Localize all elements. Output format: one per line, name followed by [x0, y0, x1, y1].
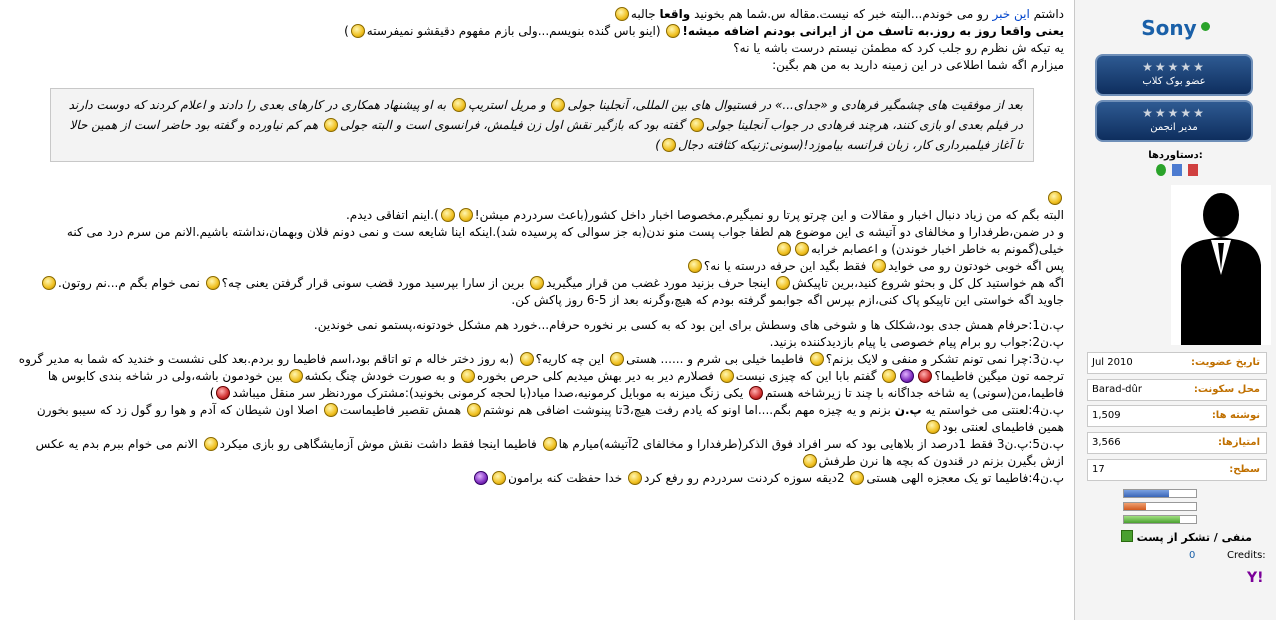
grin-icon: [324, 118, 338, 132]
post-line: پ.ن5:پ.ن3 فقط 1درصد از بلاهایی بود که سر افراد فوق الذکر(طرفدارا و مخالفای 2آتیشه)میارم ها فاطیما اینجا فقط داشت نقش موش آزمایشگاهی رو بازی میکرد الانم می خوام ببرم بدم یه عکس ازش بگیرن بزنم در قندون که بچه ها نرن طرفش: [35, 437, 1064, 468]
grin-icon: [551, 98, 565, 112]
post-line: داشتم این خبر رو می خوندم...البته خبر که نیست.مقاله س.شما هم بخونید واقعا جالبه: [10, 6, 1064, 23]
grin-icon: [206, 276, 220, 290]
smiley-icon: [441, 208, 455, 222]
grin-icon: [459, 208, 473, 222]
devil-icon: [918, 369, 932, 383]
post-line: پس اگه خوبی خودتون رو می خواید فقط بگید این حرفه درسته یا نه؟: [10, 258, 1064, 275]
rank-badge-moderator: ★★★★★ مدیر انجمن: [1095, 100, 1253, 142]
post-line: پ.ن2:جواب رو برام پیام خصوصی یا پیام بازدیدکننده بزنید.: [769, 335, 1064, 349]
devil-icon: [900, 369, 914, 383]
grin-icon: [926, 420, 940, 434]
grin-icon: [690, 118, 704, 132]
post-line: و در ضمن،طرفدارا و مخالفای دو آتیشه ی این موضوع هم لطفا جواب پست منو ندن(به جز سوالی که پرسیده شد).اینکه اینا شایعه ست و نمی دونم فلان وبهمان،نداشته باشیم.الانم من سرم درد می کنه خیلی(گمونم به خاطر اخبار خوندن) و اعصابم خرابه: [66, 225, 1064, 256]
achievement-icon[interactable]: [1188, 164, 1198, 176]
devil-icon: [749, 386, 763, 400]
grin-icon: [461, 369, 475, 383]
smiley-icon: [666, 24, 680, 38]
grin-icon: [662, 138, 676, 152]
info-level: سطح: 17: [1087, 459, 1267, 481]
username[interactable]: Sony: [1075, 16, 1276, 40]
level-bar-hp: [1123, 489, 1197, 498]
grin-icon: [492, 471, 506, 485]
post-line: یعنی واقعا روز به روز.به تاسف من از ایرانی بودنم اضافه میشه! (اینو باس گنده بنویسم...ولی بازم مفهوم دقیقشو نمیفرسته): [344, 24, 1064, 38]
news-link[interactable]: این خبر: [992, 7, 1030, 21]
avatar[interactable]: [1171, 185, 1271, 345]
grin-icon: [803, 454, 817, 468]
grin-icon: [610, 352, 624, 366]
achievement-icon[interactable]: [1172, 164, 1182, 176]
rank-badge-book-club: ★★★★★ عضو بوک کلاب: [1095, 54, 1253, 96]
achievements: [1155, 162, 1199, 176]
grin-icon: [351, 24, 365, 38]
grin-icon: [872, 259, 886, 273]
grin-icon: [720, 369, 734, 383]
grin-icon: [628, 471, 642, 485]
grin-icon: [850, 471, 864, 485]
grin-icon: [1048, 191, 1062, 205]
anonymous-suit-avatar-icon: [1171, 185, 1271, 345]
post-line: جاوید اگه خواستی این تاپیکو پاک کنی،ازم بپرس اگه جوابمو گرفته بودم که هیچ،وگرنه بعد از 5-6 روز پاکش کن.: [511, 293, 1064, 307]
credits-value: 0: [1189, 550, 1196, 561]
post-line: پ.ن4:فاطیما تو یک معجزه الهی هستی 2دیقه سوزه کردنت سردردم رو رفع کرد خدا حفظت کنه برامون: [10, 470, 1064, 487]
grin-icon: [776, 276, 790, 290]
devil-icon: [474, 471, 488, 485]
grin-icon: [882, 369, 896, 383]
post-line: پ.ن3:چرا نمی تونم تشکر و منفی و لایک بزنم؟ فاطیما خیلی بی شرم و ...... هستی این چه کاریه؟ (به روز دختر خاله م تو اتاقم بود،اسم فاطیما رو بردم.بعد کلی نشست و خندید که شما به مدیر گروه ترجمه تون میگین فاطیما؟ گفتم بابا این که چیزی نیست فصلارم دیر به دیر بهش میدیم کلی حرص بخوره و به صورت خودش چنگ بکشه بین خودمون باشه،ولی در شاخه بندی کابوس ها فاطیما،من(سونی) یه شاخه جداگانه با چند تا زیرشاخه هستم یکی زنگ میزنه به موبایل کرمونیه،صدا میاد(با لحجه کرمونی بخونید):مشترک موردنظر سر منقل میباشد): [18, 352, 1064, 400]
grin-icon: [324, 403, 338, 417]
yahoo-messenger-icon[interactable]: Y!: [1247, 570, 1264, 586]
info-points: امتیازها: 3,566: [1087, 432, 1267, 454]
thanks-icon[interactable]: [1121, 530, 1133, 542]
smiley-icon: [795, 242, 809, 256]
grin-icon: [543, 437, 557, 451]
info-posts: نوشته ها: 1,509: [1087, 405, 1267, 427]
post-line: پ.ن4:لعنتی می خواستم یه پ.ن بزنم و یه چیزه مهم بگم....اما اونو که یادم رفت هیچ،3تا پینوشت اضافی هم نوشتم همش تقصیر فاطیماست اصلا اون شیطان که آدم و هوا رو گول زد که سیبو بخورن همین فاطیمای لعنتی بود: [36, 403, 1064, 434]
achievements-label: دستاوردها:: [1148, 150, 1203, 161]
grin-icon: [452, 98, 466, 112]
post-line: میزارم اگه شما اطلاعی در این زمینه دارید به من هم بگین:: [772, 58, 1064, 72]
grin-icon: [520, 352, 534, 366]
info-location: محل سکونت: Barad-dûr: [1087, 379, 1267, 401]
level-bar-mp: [1123, 502, 1197, 511]
grin-icon: [204, 437, 218, 451]
grin-icon: [777, 242, 791, 256]
info-join-date: تاریخ عضویت: Jul 2010: [1087, 352, 1267, 374]
grin-icon: [42, 276, 56, 290]
grin-icon: [467, 403, 481, 417]
post-line: اگه هم خواستید کل کل و بحثو شروع کنید،برین تاپیکش اینجا حرف بزنید مورد غضب من قرار میگیرید برین از سارا بپرسید مورد قضب سونی قرار گرفتن یعنی چه؟ نمی خوام بگم م...نم روتون.: [10, 275, 1064, 292]
level-bar-exp: [1123, 515, 1197, 524]
user-profile-sidebar: [1075, 0, 1276, 620]
smiley-icon: [615, 7, 629, 21]
grin-icon: [289, 369, 303, 383]
post-line: البته بگم که من زیاد دنبال اخبار و مقالات و این چرتو پرتا رو نمیگیرم.مخصوصا اخبار داخل کشور(باعث سردردم میشن!).اینم اتفاقی دیدم.: [345, 208, 1064, 222]
quote-block: بعد از موفقیت های چشمگیر فرهادی و «جدای...» در فستیوال های بین المللی، آنجلینا جولی و مریل استریپ به او پیشنهاد همکاری در کارهای بعدی را دادند و اعلام کردند که دوست دارند در فیلم بعدی او بازی کنند، هرچند فرهادی در جواب آنجلینا جولی گفته بود که بازگیر نقش اول زن فیلمش، فرانسوی است و البته جولی هم کم نیاورده و گفته بود حاضر است از همین حالا تا آغاز فیلمبرداری کار، زبان فرانسه بیاموزد!(سونی:زنیکه کثافته دجال): [50, 88, 1034, 162]
grin-icon: [688, 259, 702, 273]
online-status-icon: [1201, 22, 1210, 31]
post-line: یه تیکه ش نظرم رو جلب کرد که مطمئن نیستم درست باشه یا نه؟: [733, 41, 1064, 55]
credits-label: Credits:: [1227, 550, 1266, 561]
devil-icon: [216, 386, 230, 400]
stars-icon: ★★★★★: [1142, 60, 1206, 74]
post-line: پ.ن1:حرفام همش جدی بود،شکلک ها و شوخی های وسطش برای این بود که به کسی بر نخوره حرفام...خورد هم مشکل خودتونه،پستمو نمی خوندین.: [313, 318, 1064, 332]
grin-icon: [810, 352, 824, 366]
stars-icon: ★★★★★: [1142, 106, 1206, 120]
thanks-negative-link[interactable]: منفی / تشکر از پست: [1121, 530, 1252, 544]
achievement-icon[interactable]: [1156, 164, 1166, 176]
grin-icon: [530, 276, 544, 290]
